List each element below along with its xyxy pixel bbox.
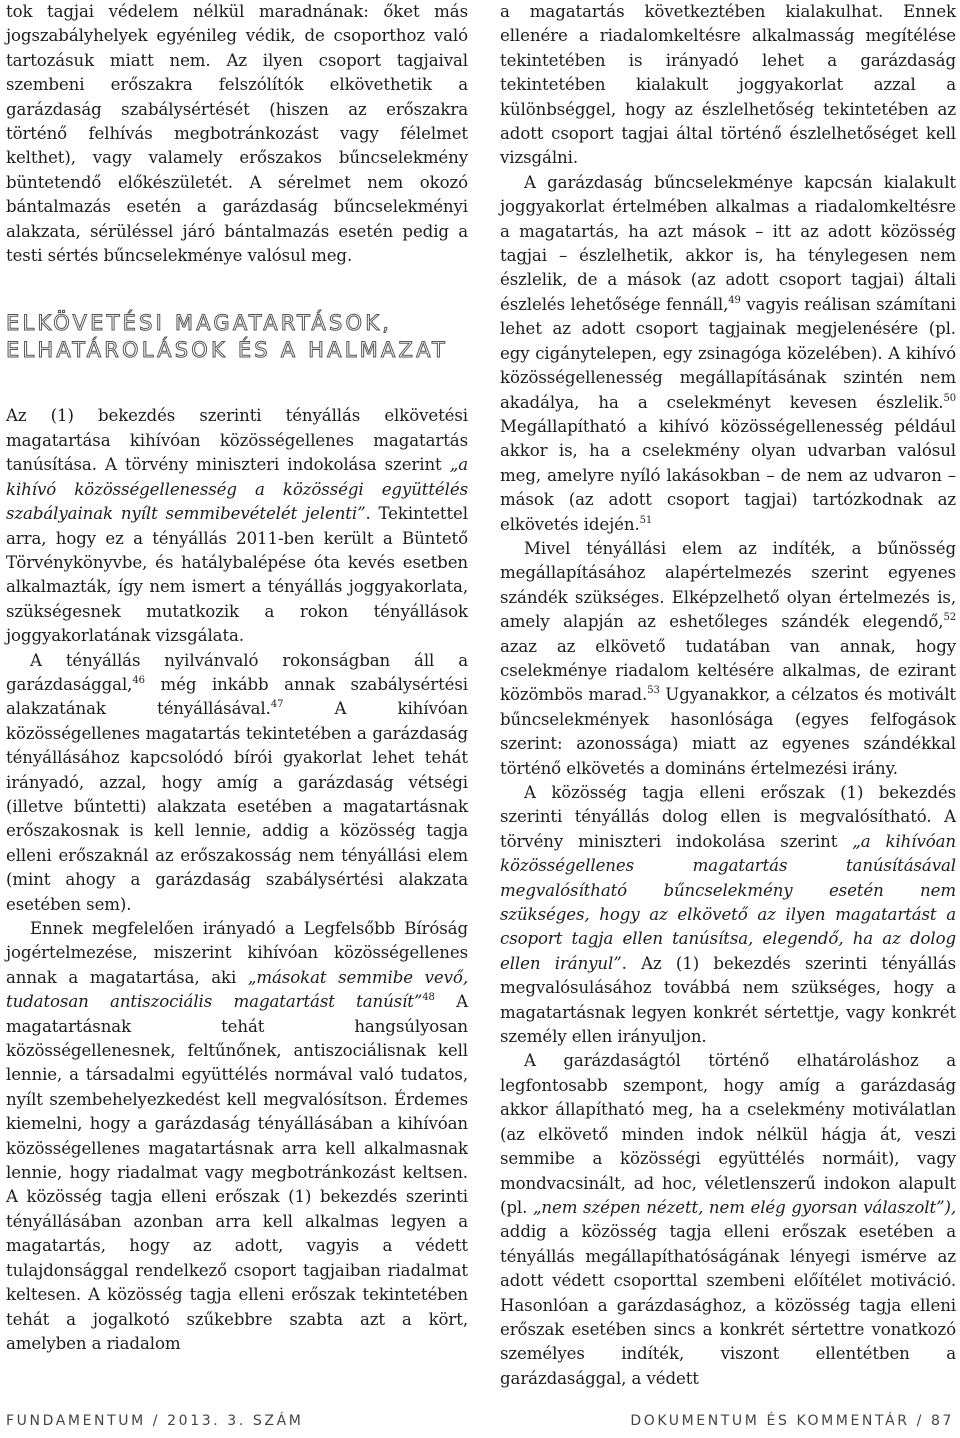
paragraph: a magatartás következtében kialakulhat. Ennek ellenére a riadalomkeltésre alkalmasság megítélése tekintetében is irányadó lehet a garázdaság tekintetében kialakult joggyakorlat azzal a különbséggel, hogy az észlelhetőség tekintetében az adott csoport tagjai által történő észlelhetőséget kell vizsgálni. [500, 2, 956, 168]
paragraph-text: . Az (1) bekezdés szerinti tényállás megvalósulásához továbbá nem szükséges, hogy a magatartásnak legyen konkrét sértettje, vagy konkrét személy ellen irányuljon. [500, 953, 956, 1047]
footnote-ref: 49 [728, 294, 741, 306]
quotation: „a kihívóan közösségellenes magatartás tanúsításával megvalósítható bűncselekmény esetén nem szükséges, hogy az elkövető az ilyen magatartást a csoport tagja ellen tanúsítsa, elegendő, ha az dolog ellen irányul” [500, 831, 957, 973]
paragraph-text: A garázdaságtól történő elhatároláshoz a legfontosabb szempont, hogy amíg a garázdaság akkor állapítható meg, ha a cselekmény motiválatlan (az elkövető minden indok nélkül hágja át, veszi semmibe a közösségi együttélés normáit), vagy mondvacsinált, ad hoc, véletlenszerű indokon alapult (pl. [500, 1051, 956, 1217]
footer-journal: FUNDAMENTUM / 2013. 3. SZÁM [6, 1413, 304, 1429]
paragraph-text: addig a közösség tagja elleni erőszak esetében a tényállás megállapíthatóságának lényegi ismérve az adott védett csoporttal szembeni előítélet motiváció. Hasonlóan a garázdasághoz, a közösség tagja elleni erőszak esetében sincs a konkrét sértettre vonatkozó személyes indíték, viszont ellentétben a garázdasággal, a védett [500, 1222, 956, 1388]
paragraph-text: A magatartásnak tehát hangsúlyosan közösségellenesnek, feltűnőnek, antiszociálisnak kell lennie, a társadalmi együttélés normával való tudatos, nyílt szembehelyezkedést kell megvalósítson. Érdemes kiemelni, hogy a garázdaság tényállásában a kihívóan közösségellenes magatartásnak arra kell alkalmasnak lennie, hogy riadalmat vagy megbotránkozást keltsen. A közösség tagja elleni erőszak (1) bekezdés szerinti tényállásában azonban arra kell alkalmas legyen a magatartás, hogy az adott, vagyis a védett tulajdonsággal rendelkező csoport tagjaiban riadalmat keltesen. A közösség tagja elleni erőszak tekintetében tehát a jogalkotó szűkebbre szabta azt a kört, amelyben a riadalom [6, 992, 468, 1353]
paragraph [6, 649, 468, 917]
right-column [500, 0, 956, 1391]
paragraph-text: még inkább annak szabálysértési alakzatának tényállásával. [6, 674, 468, 719]
paragraph [6, 917, 468, 1356]
footnote-ref: 50 [943, 392, 956, 404]
paragraph-text: Megállapítható a kihívó közösségellenesség például akkor is, ha a cselekmény olyan udvarban valósul meg, amelyre nyíló lakásokban – de nem az udvaron – mások (az adott csoport tagjai) tartózkodnak az elkövetés idején. [500, 416, 956, 534]
footnote-ref: 47 [270, 699, 284, 711]
quotation: „másokat semmibe vevő, tudatosan antiszociális magatartást tanúsít” [6, 967, 468, 1012]
paragraph-text: vagyis reálisan számítani lehet az adott csoport tagjainak megjelenésére (pl. egy cigánytelepen, egy zsinagóga közelében). A kihívó közösségellenesség megállapításának szintén nem akadálya, ha a cselekményt kevesen észlelik. [500, 294, 956, 412]
footnote-ref: 53 [647, 685, 660, 697]
paragraph-text: A közösség tagja elleni erőszak (1) bekezdés szerinti tényállás dolog ellen is megvalósítható. A törvény miniszteri indokolása szerint [500, 783, 956, 851]
paragraph [500, 537, 956, 781]
footnote-ref: 46 [132, 674, 145, 686]
paragraph-text: Az (1) bekezdés szerinti tényállás elkövetési magatartása kihívóan közösségellenes magatartás tanúsítása. A törvény miniszteri indokolása szerint [6, 406, 468, 475]
quotation: „a kihívó közösségellenesség a közösségi együttélés szabályainak nyílt semmibevételét jelenti” [6, 455, 468, 524]
footer-page-number: DOKUMENTUM ÉS KOMMENTÁR / 87 [630, 1413, 954, 1429]
paragraph-text: azaz az elkövető tudatában van annak, hogy cselekménye riadalom keltésére alkalmas, de ezirant közömbös marad. [500, 636, 956, 705]
paragraph-text: A tényállás nyilvánvaló rokonságban áll a garázdasággal, [6, 650, 468, 694]
paragraph-text: A kihívóan közösségellenes magatartás tekintetében a garázdaság tényállásához kapcsolódó bírói gyakorlat lehet tehát irányadó, azzal, hogy amíg a garázdaság vétségi (illetve bűntetti) alakzata esetében a magatartásnak erőszakosnak is kell lennie, addig a közösség tagja elleni erőszaknál az erőszakosság nem tényállási elem (mint ahogy a garázdaság szabálysértési alakzata esetében sem). [6, 699, 468, 914]
left-column [6, 0, 468, 1356]
paragraph: tok tagjai védelem nélkül maradnának: őket más jogszabályhelyek egyénileg védik, de csoporthoz való tartozásuk miatt nem. Az ilyen csoport tagjaival szembeni erőszakra felszólítók elkövethetik a garázdaság szabálysértését (hiszen az erőszakra történő felhívás megbotránkozást vagy félelmet kelthet), vagy valamely erőszakos bűncselekmény büntetendő előkészületét. A sérelmet nem okozó bántalmazás esetén a garázdaság bűncselekményi alakzata, sérüléssel járó bántalmazás esetén pedig a testi sértés bűncselekménye valósul meg. [6, 2, 468, 266]
footnote-ref: 52 [943, 612, 956, 624]
paragraph [500, 171, 956, 537]
paragraph-text: Ennek megfelelően irányadó a Legfelsőbb Bíróság jogértelmezése, miszerint kihívóan közösségellenes annak a magatartása, aki [6, 919, 468, 987]
section-heading: ELKÖVETÉSI MAGATARTÁSOK, ELHATÁROLÁSOK ÉS A HALMAZAT [6, 311, 449, 363]
footnote-ref: 48 [422, 992, 435, 1004]
paragraph [500, 1049, 956, 1391]
paragraph-text: Ugyanakkor, a célzatos és motivált bűncselekmények hasonlósága (egyes felfogások szerint: azonossága) miatt az egyenes szándékkal történő elkövetés a domináns értelmezési irány. [500, 685, 956, 778]
quotation: „nem szépen nézett, nem elég gyorsan válaszolt”), [532, 1197, 957, 1217]
paragraph-text: A garázdaság bűncselekménye kapcsán kialakult joggyakorlat értelmében alkalmas a riadalomkeltésre a magatartás, ha azt mások – itt az adott közösség tagjai – észlelhetik, akkor is, ha ténylegesen nem észlelik, de a mások (az adott csoport tagjai) általi észlelés lehetősége fennáll, [500, 172, 956, 314]
paragraph [500, 781, 956, 1049]
paragraph [6, 404, 468, 648]
footnote-ref: 51 [639, 514, 653, 526]
paragraph-text: Mivel tényállási elem az indíték, a bűnösség megállapításához alapértelmezés szerint egyenes szándék szükséges. Elképzelhető olyan értelmezés is, amely alapján az eshetőleges szándék elegendő, [500, 538, 956, 632]
paragraph-text: . Tekintettel arra, hogy ez a tényállás 2011-ben került a Büntető Törvénykönyvbe, és hatálybalépése óta kevés esetben alkalmazták, így nem ismert a tényállás joggyakorlata, szükségesnek mutatkozik a rokon tényállások joggyakorlatának vizsgálata. [6, 504, 468, 646]
